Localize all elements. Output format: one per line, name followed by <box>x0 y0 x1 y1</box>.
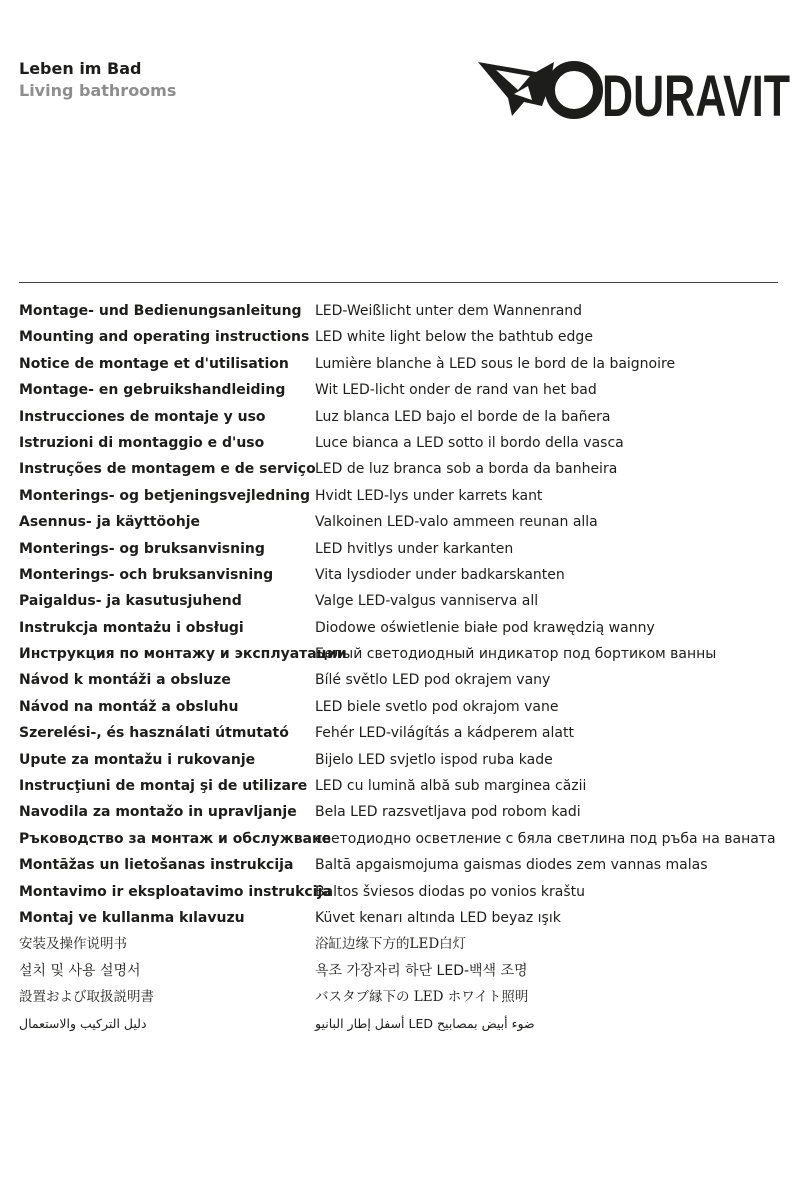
brand-wordmark: DURAVIT <box>602 64 790 124</box>
language-row <box>19 509 799 535</box>
product-description: Lumière blanche à LED sous le bord de la baignoire <box>315 355 676 372</box>
manual-title: Monterings- och bruksanvisning <box>19 566 274 583</box>
language-row <box>19 1011 799 1037</box>
language-list <box>19 298 799 1037</box>
product-description: Bela LED razsvetljava pod robom kadi <box>315 804 581 821</box>
product-description: Valge LED-valgus vanniserva all <box>315 593 539 610</box>
product-description: LED hvitlys under karkanten <box>315 540 514 557</box>
product-description: Fehér LED-világítás a kádperem alatt <box>315 725 574 742</box>
manual-title: Ръководство за монтаж и обслужване <box>19 830 332 847</box>
language-row <box>19 430 799 456</box>
duravit-logo <box>478 44 790 124</box>
language-row <box>19 456 799 482</box>
product-description: Diodowe oświetlenie białe pod krawędzią wanny <box>315 619 655 636</box>
manual-title: Monterings- og bruksanvisning <box>19 540 265 557</box>
language-row <box>19 588 799 614</box>
manual-title: 設置および取扱説明書 <box>19 989 154 1006</box>
language-row <box>19 720 799 746</box>
product-description: Baltā apgaismojuma gaismas diodes zem vannas malas <box>315 857 708 874</box>
product-description: LED cu lumină albă sub marginea căzii <box>315 778 587 795</box>
language-row <box>19 536 799 562</box>
language-row <box>19 483 799 509</box>
manual-title: Montāžas un lietošanas instrukcija <box>19 857 294 874</box>
manual-title: Návod k montáži a obsluze <box>19 672 231 689</box>
manual-title: Navodila za montažo in upravljanje <box>19 804 297 821</box>
manual-title: Szerelési-, és használati útmutató <box>19 725 289 742</box>
manual-title: Istruzioni di montaggio e d'uso <box>19 434 265 451</box>
divider <box>19 282 778 283</box>
manual-title: Notice de montage et d'utilisation <box>19 355 289 372</box>
product-description: Baltos šviesos diodas po vonios kraštu <box>315 883 586 900</box>
product-description: 浴缸边缘下方的LED白灯 <box>315 936 467 953</box>
manual-title: Montaj ve kullanma kılavuzu <box>19 909 245 926</box>
manual-title: Asennus- ja käyttöohje <box>19 514 201 531</box>
language-row <box>19 747 799 773</box>
product-description: バスタブ縁下の LED ホワイト照明 <box>315 989 529 1006</box>
manual-title: 安装及操作说明书 <box>19 936 127 953</box>
product-description: Bijelo LED svjetlo ispod ruba kade <box>315 751 553 768</box>
product-description: Luz blanca LED bajo el borde de la bañera <box>315 408 611 425</box>
language-row <box>19 852 799 878</box>
product-description: Белый светодиодный индикатор под бортиком ванны <box>315 646 717 663</box>
product-description: Küvet kenarı altında LED beyaz ışık <box>315 909 561 926</box>
product-description: Wit LED-licht onder de rand van het bad <box>315 382 597 399</box>
language-row <box>19 404 799 430</box>
language-row <box>19 324 799 350</box>
product-description: светодиодно осветление с бяла светлина под ръба на ваната <box>315 830 776 847</box>
language-row <box>19 562 799 588</box>
product-description: LED-Weißlicht unter dem Wannenrand <box>315 303 583 319</box>
language-row <box>19 879 799 905</box>
manual-title: Upute za montažu i rukovanje <box>19 751 256 768</box>
product-description: Luce bianca a LED sotto il bordo della vasca <box>315 434 624 451</box>
language-row <box>19 667 799 693</box>
product-description: LED de luz branca sob a borda da banheira <box>315 461 618 478</box>
manual-title: Montage- und Bedienungsanleitung <box>19 303 302 319</box>
language-row <box>19 351 799 377</box>
language-row <box>19 615 799 641</box>
manual-title: Instrukcja montażu i obsługi <box>19 619 244 636</box>
product-description: ضوء أبيض بمصابيح LED أسفل إطار البانيو <box>315 1015 535 1031</box>
language-row <box>19 905 799 931</box>
tagline-english: Living bathrooms <box>19 81 177 100</box>
language-row <box>19 377 799 403</box>
manual-title: Instrucciones de montaje y uso <box>19 408 266 425</box>
tagline-german: Leben im Bad <box>19 59 142 78</box>
manual-title: Instruções de montagem e de serviço <box>19 461 316 478</box>
manual-title: 설치 및 사용 설명서 <box>19 962 141 979</box>
product-description: LED biele svetlo pod okrajom vane <box>315 698 559 715</box>
product-description: Hvidt LED-lys under karrets kant <box>315 487 543 504</box>
language-row <box>19 799 799 825</box>
manual-title: Paigaldus- ja kasutusjuhend <box>19 593 242 610</box>
bird-mark-icon <box>478 62 554 116</box>
product-description: Vita lysdioder under badkarskanten <box>315 566 565 583</box>
manual-title: Инструкция по монтажу и эксплуатации <box>19 646 347 663</box>
product-description: Bílé světlo LED pod okrajem vany <box>315 672 551 689</box>
language-row <box>19 694 799 720</box>
logo-o-ring-icon <box>550 66 598 114</box>
product-description: 욕조 가장자리 하단 LED-백색 조명 <box>315 962 528 979</box>
manual-title: Návod na montáž a obsluhu <box>19 698 239 715</box>
product-description: LED white light below the bathtub edge <box>315 329 593 346</box>
manual-title: Mounting and operating instructions <box>19 329 310 346</box>
language-row <box>19 984 799 1010</box>
language-row <box>19 641 799 667</box>
language-row <box>19 958 799 984</box>
manual-title: Montage- en gebruikshandleiding <box>19 382 286 399</box>
language-row <box>19 931 799 957</box>
manual-title: Montavimo ir eksploatavimo instrukcija <box>19 883 332 900</box>
manual-title: Instrucţiuni de montaj şi de utilizare <box>19 778 308 795</box>
language-row <box>19 773 799 799</box>
manual-title: دليل التركيب والاستعمال <box>19 1015 147 1031</box>
language-row <box>19 298 799 324</box>
manual-title: Monterings- og betjeningsvejledning <box>19 487 311 504</box>
product-description: Valkoinen LED-valo ammeen reunan alla <box>315 514 598 531</box>
tagline <box>19 58 176 102</box>
language-row <box>19 826 799 852</box>
